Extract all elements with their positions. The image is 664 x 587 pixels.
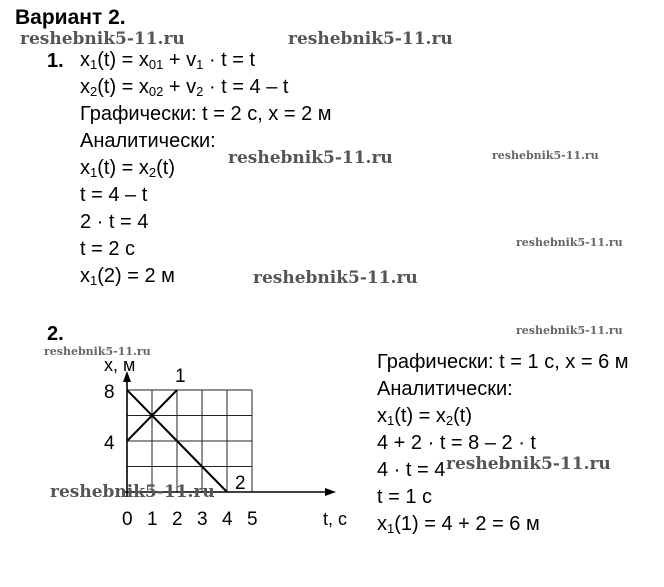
- watermark: reshebnik5-11.ru: [516, 236, 623, 249]
- task2-eq-b: 4 + 2 · t = 8 – 2 · t: [377, 432, 536, 454]
- x-axis-label: t, с: [323, 509, 348, 529]
- task2-eq-d: t = 1 с: [377, 486, 433, 508]
- graph-axes: [122, 377, 330, 497]
- task1-line-x2: $x_2(t) = x_{02} + v_2 \cdot t = 4 - t$: [80, 76, 289, 99]
- x-tick-5: 5: [247, 509, 258, 530]
- x-axis-arrow-icon: [325, 488, 336, 496]
- task1-analytical: Аналитически:: [80, 130, 216, 152]
- watermark: reshebnik5-11.ru: [228, 148, 393, 168]
- task1-eq-e: $x_1(2) = 2$ м: [80, 265, 175, 288]
- task2-eq-a: $x_1(t) = x_2(t)$: [377, 405, 473, 428]
- watermark: reshebnik5-11.ru: [492, 149, 599, 162]
- y-tick-8: 8: [104, 382, 115, 403]
- x-tick-3: 3: [197, 509, 208, 530]
- x-tick-2: 2: [172, 509, 183, 530]
- task2-number: 2.: [47, 323, 64, 345]
- task1-eq-c: 2 · t = 4: [80, 211, 149, 233]
- watermark: reshebnik5-11.ru: [516, 324, 623, 337]
- task1-eq-a: $x_1(t) = x_2(t)$: [80, 157, 176, 180]
- task2-eq-c: 4 · t = 4: [377, 459, 446, 481]
- x-tick-4: 4: [222, 509, 233, 530]
- line-2-label: 2: [235, 473, 246, 494]
- position-time-graph: [90, 355, 360, 535]
- task1-graphical: Графически: t = 2 с, x = 2 м: [80, 103, 332, 125]
- task2-analytical: Аналитически:: [377, 378, 513, 400]
- x-tick-1: 1: [147, 509, 158, 530]
- watermark: reshebnik5-11.ru: [253, 268, 418, 288]
- task2-graphical: Графически: t = 1 с, x = 6 м: [377, 351, 629, 373]
- task1-eq-b: t = 4 – t: [80, 184, 148, 206]
- line-1-label: 1: [175, 366, 186, 387]
- y-tick-4: 4: [104, 433, 115, 454]
- y-axis-label: x, м: [104, 355, 136, 375]
- graph-grid: [127, 390, 252, 492]
- task1-number: 1.: [47, 50, 64, 72]
- watermark: reshebnik5-11.ru: [50, 482, 215, 502]
- watermark: reshebnik5-11.ru: [446, 454, 611, 474]
- watermark: reshebnik5-11.ru: [20, 29, 185, 49]
- page-title: Вариант 2.: [15, 6, 126, 29]
- watermark: reshebnik5-11.ru: [44, 345, 151, 358]
- watermark: reshebnik5-11.ru: [288, 29, 453, 49]
- task1-eq-d: t = 2 с: [80, 238, 136, 260]
- task1-line-x1: $x_1(t) = x_{01} + v_1 \cdot t = t$: [80, 49, 256, 72]
- task2-eq-e: $x_1(1) = 4 + 2 = 6$ м: [377, 513, 540, 536]
- x-tick-0: 0: [122, 509, 133, 530]
